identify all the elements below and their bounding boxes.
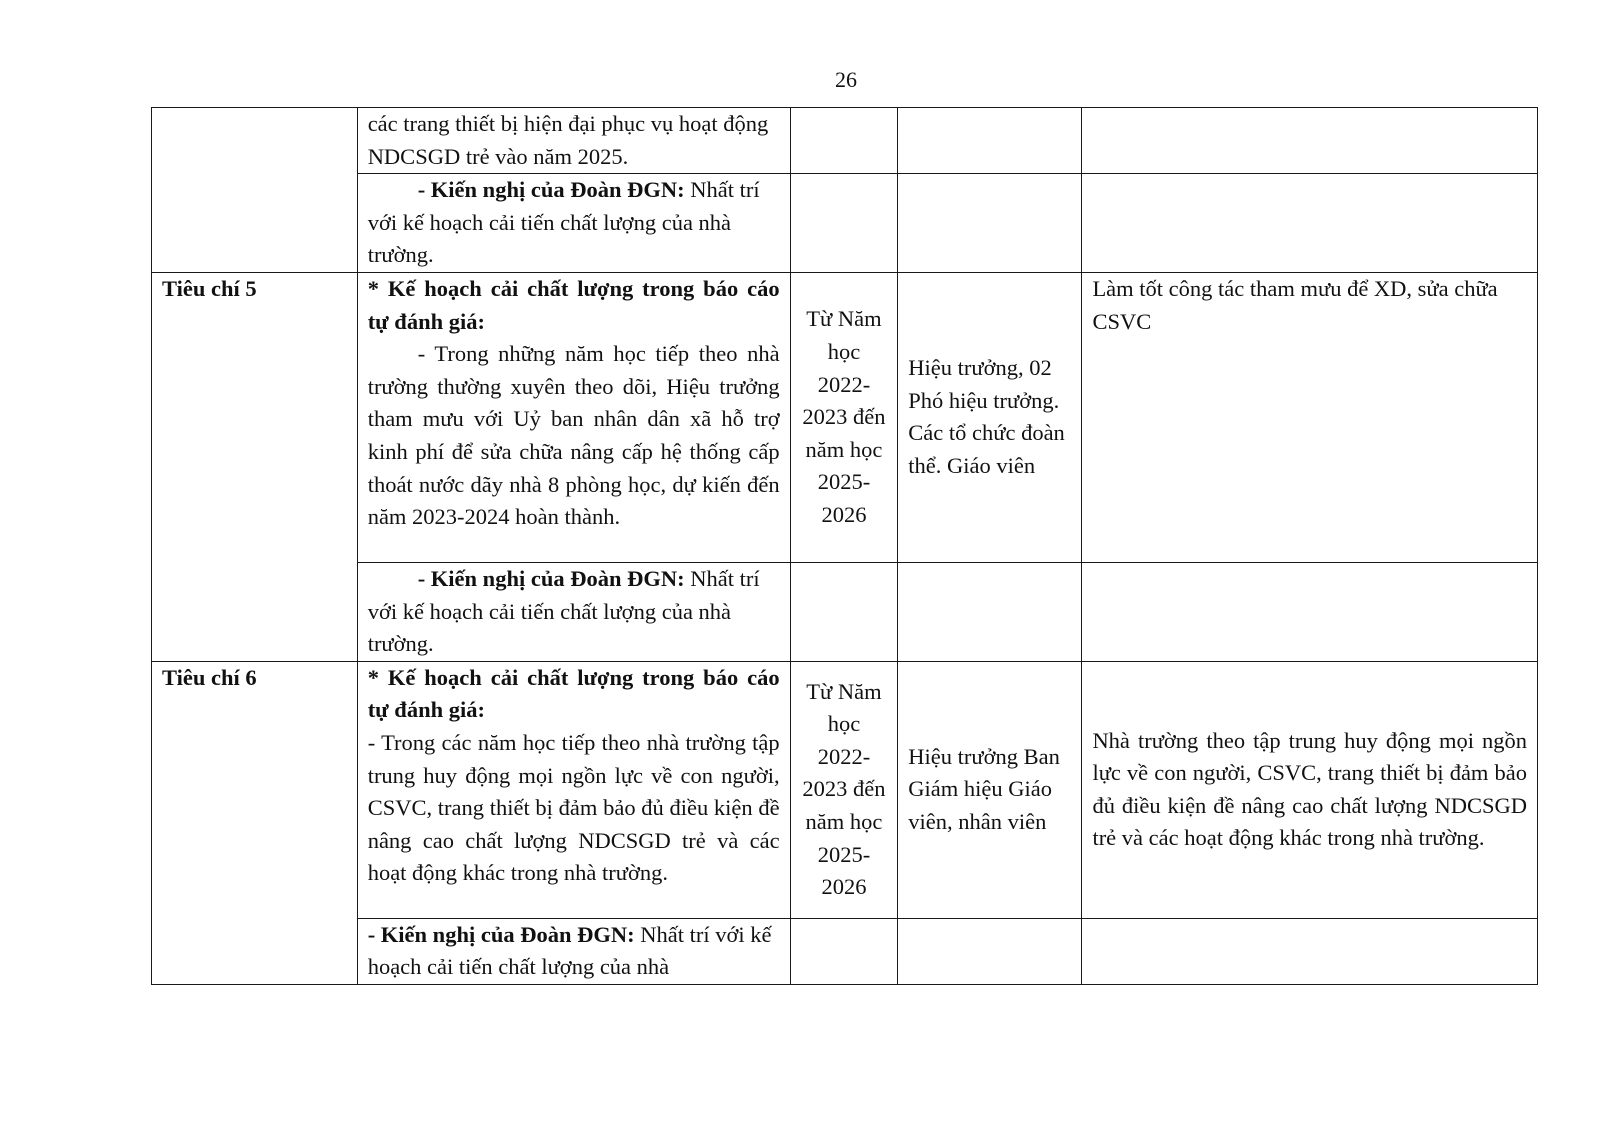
recommendation-cell xyxy=(357,174,790,273)
content-cell xyxy=(357,272,790,562)
recommendation-text: Nhất trí với kế hoạch cải tiến chất lượng của nhà trường. xyxy=(367,565,760,657)
table-row xyxy=(152,272,1538,562)
note-cell: Làm tốt công tác tham mưu để XD, sửa chữa CSVC xyxy=(1082,272,1538,562)
responsible-cell: Hiệu trưởng, 02 Phó hiệu trưởng. Các tổ chức đoàn thể. Giáo viên xyxy=(898,272,1082,562)
time-cell xyxy=(790,562,898,661)
recommendation-cell xyxy=(357,918,790,984)
plan-heading: * Kế hoạch cải chất lượng trong báo cáo tự đánh giá: xyxy=(367,664,780,723)
responsible-cell xyxy=(898,174,1082,273)
time-cell xyxy=(790,108,898,174)
time-cell: Từ Năm học 2022-2023 đến năm học 2025-2026 xyxy=(790,661,898,918)
responsible-cell xyxy=(898,918,1082,984)
recommendation-lead: - Kiến nghị của Đoàn ĐGN: xyxy=(367,921,635,947)
content-cell xyxy=(357,661,790,918)
note-cell xyxy=(1082,562,1538,661)
plan-body: - Trong các năm học tiếp theo nhà trường tập trung huy động mọi ngồn lực về con người, CSVC, trang thiết bị đảm bảo đủ điều kiện đề nâng cao chất lượng NDCSGD trẻ và các hoạt động khác trong nhà trường. xyxy=(367,729,780,886)
content-cell xyxy=(357,108,790,174)
criterion-cell: Tiêu chí 6 xyxy=(152,661,358,984)
note-cell: Nhà trường theo tập trung huy động mọi ngồn lực về con người, CSVC, trang thiết bị đảm bảo đủ điều kiện đề nâng cao chất lượng NDCSGD trẻ và các hoạt động khác trong nhà trường. xyxy=(1082,661,1538,918)
responsible-cell: Hiệu trưởng Ban Giám hiệu Giáo viên, nhân viên xyxy=(898,661,1082,918)
time-cell: Từ Năm học 2022-2023 đến năm học 2025-2026 xyxy=(790,272,898,562)
criterion-cell xyxy=(152,108,358,273)
responsible-cell xyxy=(898,108,1082,174)
table-row xyxy=(152,918,1538,984)
recommendation-cell xyxy=(357,562,790,661)
time-cell xyxy=(790,174,898,273)
plan-body: - Trong những năm học tiếp theo nhà trường thường xuyên theo dõi, Hiệu trưởng tham mưu với Uỷ ban nhân dân xã hỗ trợ kinh phí để sửa chữa nâng cấp hệ thống cấp thoát nước dãy nhà 8 phòng học, dự kiến đến năm 2023-2024 hoàn thành. xyxy=(367,341,780,530)
recommendation-text: Nhất trí với kế hoạch cải tiến chất lượng của nhà trường. xyxy=(367,177,760,268)
note-cell xyxy=(1082,918,1538,984)
table-row xyxy=(152,108,1538,174)
time-cell xyxy=(790,918,898,984)
note-cell xyxy=(1082,108,1538,174)
content-text: các trang thiết bị hiện đại phục vụ hoạt động NDCSGD trẻ vào năm 2025. xyxy=(367,111,769,169)
table-row xyxy=(152,174,1538,273)
table-row xyxy=(152,661,1538,918)
recommendation-lead: - Kiến nghị của Đoàn ĐGN: xyxy=(417,177,685,203)
table-row xyxy=(152,562,1538,661)
responsible-cell xyxy=(898,562,1082,661)
criterion-cell: Tiêu chí 5 xyxy=(152,272,358,661)
recommendation-text: Nhất trí với kế hoạch cải tiến chất lượng của nhà xyxy=(367,921,772,980)
plan-heading: * Kế hoạch cải chất lượng trong báo cáo tự đánh giá: xyxy=(367,275,780,334)
note-cell xyxy=(1082,174,1538,273)
recommendation-lead: - Kiến nghị của Đoàn ĐGN: xyxy=(417,565,685,591)
quality-plan-table xyxy=(151,107,1538,985)
page-number: 26 xyxy=(835,67,857,92)
